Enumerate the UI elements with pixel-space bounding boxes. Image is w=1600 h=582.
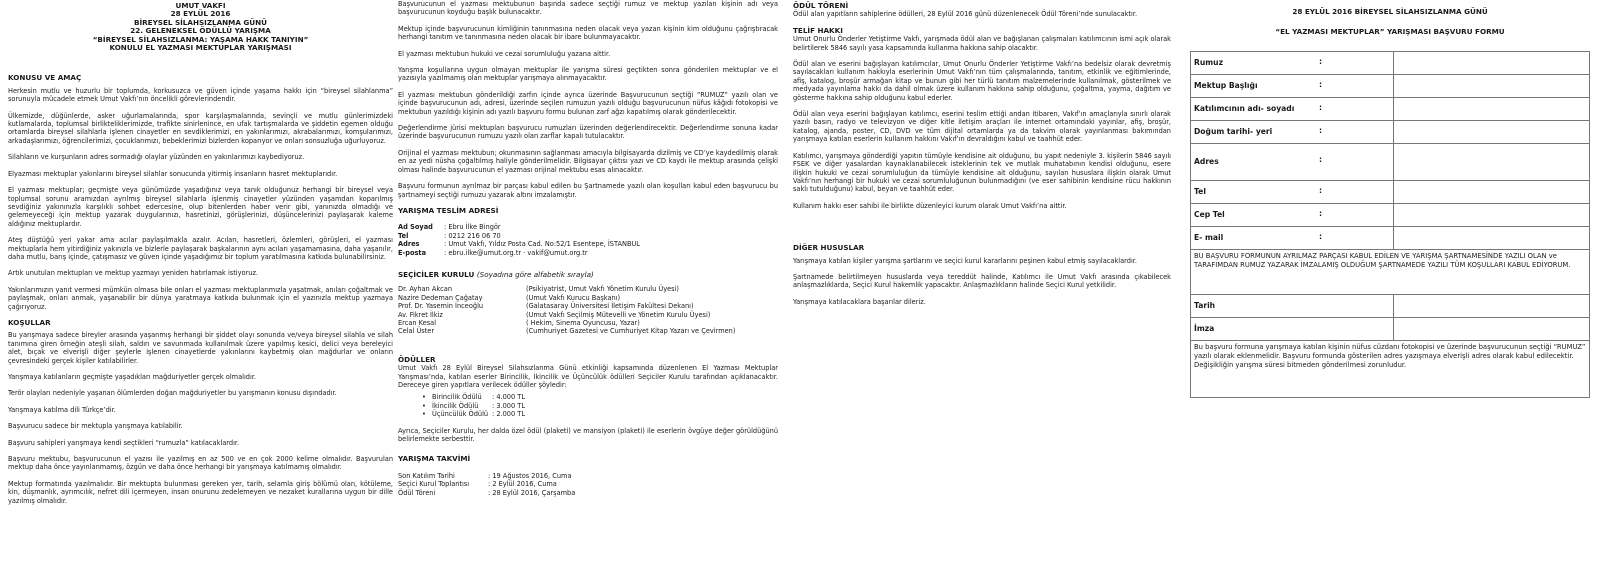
jury-row (398, 327, 778, 335)
section-title-address: YARIŞMA TESLİM ADRESİ (398, 205, 499, 215)
field-label: Rumuz : (1191, 51, 1394, 74)
jury-row (398, 285, 778, 293)
column-rules-2 (398, 0, 778, 582)
prize-label: İkincilik Ödülü (432, 401, 479, 410)
field-label: Cep Tel : (1191, 203, 1394, 226)
address-key: E-posta (398, 248, 427, 257)
rumuz-field[interactable] (1394, 51, 1590, 74)
paragraph: Katılımcı, yarışmaya gönderdiği yapıtın tümüyle kendisine ait olduğunu, bu yapıt nedeniyle 3. kişilerin 5846 sayılı FSEK ve diğer yasalardan kaynaklanabilecek isteklerinin tek ve mutlak muhatabının kendisi olduğunu, esere ilişkin hukuki ve cezai sorumluluğun da tümüyle kendisine ait olduğunu, sayılan hususlara ilişkin olarak Umut Vakfı’nın herhangi bir hukuki ve cezai sorumluluğunun bulunmadığını (ve eser sahibinin kendisine rücu hakkının saklı tutulduğunu) kabul, beyan ve taahhüt eder. (793, 151, 1171, 194)
jury-name: Celal Üster (398, 327, 435, 336)
prize-label: Birincilik Ödülü (432, 393, 482, 402)
section-title-copyright: TELİF HAKKI (793, 25, 843, 35)
prize-value: : 3.000 TL (492, 401, 525, 410)
schedule-value: : 28 Eylül 2016, Çarşamba (488, 488, 576, 497)
jury-role: (Umut Vakfı Seçilmiş Mütevelli ve Yönetim Kurulu Üyesi) (526, 310, 711, 319)
prize-item: • Birincilik Ödülü : 4.000 TL (422, 393, 525, 402)
signature-field[interactable] (1394, 317, 1590, 340)
form-title: 28 EYLÜL 2016 BİREYSEL SİLAHSIZLANMA GÜNÜ (1292, 7, 1488, 16)
address-key: Tel (398, 231, 409, 240)
paragraph: Silahların ve kurşunların adres sormadığı olaylar yüzünden en yakınlarımızı kaybediyoruz. (8, 153, 305, 162)
section-title-other: DİĞER HUSUSLAR (793, 243, 865, 253)
paragraph: Değerlendirme jürisi mektupları başvurucu rumuzları üzerinden değerlendirecektir. Değerlendirme sonuna kadar üzerinde başvurucunun rumuzu yazılı olan zarflar kapalı tutulacaktır. (398, 124, 778, 141)
section-title-purpose: KONUSU VE AMAÇ (8, 73, 82, 83)
header-line: BİREYSEL SİLAHSIZLANMA GÜNÜ (133, 17, 267, 27)
header-line: KONULU EL YAZMASI MEKTUPLAR YARIŞMASI (109, 43, 292, 53)
form-table (1190, 51, 1590, 398)
address-field[interactable] (1394, 143, 1590, 180)
jury-name: Dr. Ayhan Akcan (398, 285, 453, 294)
paragraph: Başvuru formunun ayrılmaz bir parçası kabul edilen bu Şartnamede yazılı olan koşulları kabul eden başvurucu bu şartnameyi seçtiği rumuzu yazarak altını imzalamıştır. (398, 182, 778, 199)
paragraph: Yarışmaya katılacaklara başarılar dileriz. (793, 297, 926, 306)
section-title-jury (398, 271, 778, 279)
address-row (398, 240, 778, 248)
schedule-row (398, 480, 778, 488)
header-line: UMUT VAKFI (175, 1, 226, 10)
address-row (398, 223, 778, 231)
jury-role: (Cumhuriyet Gazetesi ve Cumhuriyet Kitap Yazarı ve Çevirmen) (526, 327, 736, 336)
paragraph: Ödül alan veya eserini bağışlayan katılımcı, eserini teslim ettiği andan itibaren, Vakıf’ın amaçlarıyla sınırlı olarak yazılı basın, radyo ve televizyon ve diğer kitle iletişim araçları ile internet ortamındaki yayınlar, afiş, broşür, katalog, ajanda, poster, CD, DVD ve tüm dijital ortamlarda ya da takvim olarak yayınlanması bakımından yarışmaya katılan eserlerin kullanım hakkını Vakıf’ın devraldığını kabul ve taahhüt eder. (793, 110, 1171, 144)
phone-field[interactable] (1394, 180, 1590, 203)
column-rules-3 (793, 0, 1171, 582)
paragraph: Yarışma koşullarına uygun olmayan mektuplar ile yarışma süresi geçtikten sonra gönderilen mektuplar ve el yazısıyla yazılmamış olan mektuplar yarışmaya alınmayacaktır. (398, 66, 778, 83)
paragraph: Terör olayları nedeniyle yaşanan ölümlerden doğan mağduriyetler bu yarışmanın konusu dışındadır. (8, 389, 337, 398)
paragraph: Orijinal el yazması mektubun; okunmasının sağlanması amacıyla bilgisayarda dizilmiş ve CD’ye kaydedilmiş olarak en az yedi nüsha çoğaltılmış haliyle gönderilmelidir. Bilgisayar çıktısı yazı ve CD kaydı ile mektup arasında çelişki olması halinde başvurucunun el yazması orijinal mektubu esas alınacaktır. (398, 148, 778, 174)
paragraph: Ödül alan yapıtların sahiplerine ödülleri, 28 Eylül 2016 günü düzenlenecek Ödül Töreni’nde sunulacaktır. (793, 10, 1138, 19)
field-label: E- mail : (1191, 226, 1394, 249)
section-title-conditions: KOŞULLAR (8, 317, 51, 327)
jury-name: Prof. Dr. Yasemin İnceoğlu (398, 302, 484, 311)
form-row (1191, 120, 1590, 143)
form-subtitle: “EL YAZMASI MEKTUPLAR” YARIŞMASI BAŞVURU FORMU (1275, 27, 1505, 37)
section-title-ceremony: ÖDÜL TÖRENİ (793, 1, 849, 10)
awards-text: Umut Vakfı 28 Eylül Bireysel Silahsızlanma Günü etkinliği kapsamında düzenlenen El Yazması Mektuplar Yarışması’nda, katılan eserler Birincilik, İkincilik ve Üçüncülük ödülleri Seçiciler Kurulu tarafından açıklanacaktır. Dereceye giren yapıtlara verilecek ödüller şöyledir: (398, 364, 778, 389)
section-title-awards: ÖDÜLLER (398, 354, 436, 364)
address-value: : ebru.ilke@umut.org.tr · vakif@umut.org.tr (444, 248, 588, 257)
form-row (1191, 317, 1590, 340)
date-label: Tarih (1191, 294, 1394, 317)
paragraph: El yazması mektubun gönderildiği zarfın içinde ayrıca üzerinde Başvurucunun seçtiği “RUMUZ” yazılı olan ve içinde başvurucunun adı, adresi, üzerinde seçilen rumuzun yazılı olduğu başvurucunun nüfus kâğıdı fotokopisi ve mektubun yazıldığı kişinin adı yazılı başvuru formu bulunan zarf ağzı kapatılmış olarak gönderilecektir. (398, 90, 778, 116)
jury-row (398, 311, 778, 319)
jury-role: (Galatasaray Üniversitesi İletişim Fakültesi Dekanı) (526, 302, 694, 311)
signature-label: İmza (1191, 317, 1394, 340)
address-key: Adres (398, 240, 420, 249)
jury-note: (Soyadına göre alfabetik sırayla) (476, 269, 594, 279)
address-row (398, 232, 778, 240)
paragraph: Ülkemizde, düğünlerde, asker uğurlamalarında, spor karşılaşmalarında, sevinçli ve mutlu günlerimizdeki kutlamalarda, toplumsal birlikteliklerimizde, trafikte sinirlenince, en ufak tartışmalarda ve şiddetin egemen olduğu ortamlarda bireysel silahlarla işlenen cinayetler en sevdiklerimizi, en yakınlarımızı, akrabalarımızı, komşularımızı, arkadaşlarımızı, öğrencilerimizi, çocuklarımızı, bebeklerimizi bizlerden koparıyor ve onları sonsuzluğa uğurluyoruz. (8, 111, 393, 145)
name-field[interactable] (1394, 97, 1590, 120)
letter-title-field[interactable] (1394, 74, 1590, 97)
paragraph: Bu yarışmaya sadece bireyler arasında yaşanmış herhangi bir şiddet olayı sonunda ve/veya bireysel silahla ve silah tanımına giren örneğin ateşli silah, saldırı ve savunmada kullanılmak üzere yapılmış kesici, delici veya bereleyici alet, bıçak ve elverişli diğer şeylerle işlenen cinayetlerde yakınlarını kaybetmiş olan mağdurlar ve onların çevresindeki gerçek kişiler katılabilirler. (8, 331, 393, 365)
paragraph: Başvurucu sadece bir mektupla yarışmaya katılabilir. (8, 422, 183, 431)
section-title-schedule: YARIŞMA TAKVİMİ (398, 454, 471, 464)
schedule-row (398, 489, 778, 497)
mobile-field[interactable] (1394, 203, 1590, 226)
jury-role: (Psikiyatrist, Umut Vakfı Yönetim Kurulu Üyesi) (526, 285, 680, 294)
prize-item: • Üçüncülük Ödülü : 2.000 TL (422, 410, 525, 419)
jury-title: SEÇİCİLER KURULU (398, 269, 475, 279)
field-label: Tel : (1191, 180, 1394, 203)
jury-row (398, 319, 778, 327)
paragraph: El yazması mektubun hukuki ve cezai sorumluluğu yazana aittir. (398, 49, 611, 58)
address-value: : Umut Vakfı, Yıldız Posta Cad. No:52/1 Esentepe, İSTANBUL (444, 240, 640, 249)
birth-field[interactable] (1394, 120, 1590, 143)
field-label: Adres : (1191, 143, 1394, 180)
declaration-text: BU BAŞVURU FORMUNUN AYRILMAZ PARÇASI KABUL EDİLEN VE YARIŞMA ŞARTNAMESİNDE YAZILI OLAN ve TARAFIMDAN RUMUZ YAZARAK İMZALAMIŞ OLDUĞUM ŞARTNAMEDE YAZILI TÜM KOŞULLARI KABUL EDİYORUM. (1191, 249, 1590, 294)
form-row (1191, 294, 1590, 317)
paragraph: Mektup içinde başvurucunun kimliğinin tanınmasına neden olacak veya yazan kişinin kim olduğunu çağrıştıracak herhangi tanıtım ve tanınmasına neden olacak bir ibare bulunmayacaktır. (398, 24, 778, 42)
jury-name: Ercan Kesal (398, 318, 437, 327)
jury-role: (Umut Vakfı Kurucu Başkanı) (526, 293, 621, 302)
header-line: 28 EYLÜL 2016 (170, 9, 231, 19)
paragraph: Yarışmaya katılma dili Türkçe’dir. (8, 405, 116, 414)
form-row (1191, 226, 1590, 249)
jury-role: ( Hekim, Sinema Oyuncusu, Yazar) (526, 318, 640, 327)
awards-text-extra: Ayrıca, Seçiciler Kurulu, her dalda özel ödül (plaketi) ve mansiyon (plaketi) ile eserlerin övgüye değer görüldüğünü belirlemekte serbesttir. (398, 426, 778, 444)
schedule-value: : 2 Eylül 2016, Cuma (488, 480, 557, 489)
form-row (1191, 74, 1590, 97)
jury-row (398, 294, 778, 302)
field-label: Doğum tarihi- yeri : (1191, 120, 1394, 143)
prize-list (422, 393, 778, 418)
form-row (1191, 249, 1590, 294)
prize-item: • İkincilik Ödülü : 3.000 TL (422, 401, 525, 410)
form-row (1191, 340, 1590, 397)
form-row (1191, 180, 1590, 203)
form-row (1191, 51, 1590, 74)
schedule-value: : 19 Ağustos 2016, Cuma (488, 471, 572, 480)
paragraph: Ödül alan ve eserini bağışlayan katılımcılar, Umut Onurlu Önderler Yetiştirme Vakfı’na bedelsiz olarak devretmiş sayılacakları kullanım hakkıyla eserlerinin Umut Vakfı’nın tüm çalışmalarında, tanıtım, etkinlik ve eğitimlerinde, afiş, katalog, broşür armağan kitap ve bunun gibi her türlü tanıtım malzemelerinde kullanılmak, gösterilmek ve medyada yayınlama hakkı da dahil olmak üzere kullanım hakkına sahip olduğunu, çoğaltma, yayma, dağıtım ve gösterme hakkına sahip olduğunu kabul ederler. (793, 60, 1171, 102)
paragraph: Şartnamede belirtilmeyen hususlarda veya tereddüt halinde, Katılımcı ile Umut Vakfı arasında çıkabilecek anlaşmazlıklarda, Seçici Kurul hakemlik yapacaktır. Anlaşmazlıkların halinde Seçici Kurul yetkilidir. (793, 272, 1171, 290)
jury-list (398, 285, 778, 335)
paragraph: Herkesin mutlu ve huzurlu bir toplumda, korkusuzca ve güven içinde yaşama hakkı için “bireysel silahlanma” sorunuyla mücadele etmek Umut Vakfı’nın öncelikli görevlerindendir. (8, 86, 393, 104)
date-field[interactable] (1394, 294, 1590, 317)
field-label: Katılımcının adı- soyadı : (1191, 97, 1394, 120)
address-value: : 0212 216 06 70 (444, 231, 501, 240)
paragraph: Elyazması mektuplar yakınlarını bireysel silahlar sonucunda yitirmiş insanların hasret mektuplarıdır. (8, 169, 338, 178)
document-header (8, 2, 393, 52)
prize-value: : 2.000 TL (492, 410, 525, 419)
address-block (398, 223, 778, 257)
address-row (398, 249, 778, 257)
header-line: “BİREYSEL SİLAHSIZLANMA: YAŞAMA HAKK TANIYIN” (92, 34, 309, 44)
schedule-key: Seçici Kurul Toplantısı (398, 480, 470, 489)
paragraph: Artık unutulan mektupları ve mektup yazmayı yeniden hatırlamak istiyoruz. (8, 269, 259, 278)
paragraph: Umut Onurlu Önderler Yetiştirme Vakfı, yarışmada ödül alan ve bağışlanan çalışmaları katılımcının ismi açık olarak belirtilerek 5846 sayılı yasa kapsamında kullanma hakkına sahip olacaktır. (793, 35, 1171, 52)
prize-label: Üçüncülük Ödülü (432, 410, 489, 419)
paragraph: Başvuru mektubu, başvurucunun el yazısı ile yazılmış en az 500 ve en çok 2000 kelime olmalıdır. Başvurulan mektup daha önce yayınlanmamış, özgün ve daha önce herhangi bir yarışmaya katılmamış olmalıdır. (8, 455, 393, 472)
form-row (1191, 143, 1590, 180)
form-footer-note: Bu başvuru formuna yarışmaya katılan kişinin nüfus cüzdanı fotokopisi ve üzerinde başvurucunun seçtiği “RUMUZ” yazılı olarak eklenmelidir. Başvuru formunda gösterilen adres yazışmaya elverişli adres olarak kabul edilecektir. Değişikliğin yarışma süresi bitmeden gönderilmesi zorunludur. (1191, 340, 1590, 397)
jury-row (398, 302, 778, 310)
column-rules-1 (8, 0, 393, 582)
jury-name: Nazire Dedeman Çağatay (398, 293, 483, 302)
paragraph: Mektup formatında yazılmalıdır. Bir mektupta bulunması gereken yer, tarih, selamla giriş bölümü olan, kötüleme, kin, düşmanlık, ayrımcılık, nefret dili içermeyen, insan onurunu zedelemeyen ve nezaket kurallarına uygun bir dille yazılmış olmalıdır. (8, 479, 393, 505)
schedule-key: Son Katılım Tarihi (398, 471, 455, 480)
schedule-key: Ödül Töreni (398, 488, 436, 497)
paragraph: Yakınlarımızın yanıt vermesi mümkün olmasa bile onları el yazması mektuplarımızla yaşatmak, anıları çoğaltmak ve paylaşmak, onları anmak, yaşanabilir bir dünya yaratmaya katkıda bulunmak için el yazınızla mektup yazmaya çağırıyoruz. (8, 285, 393, 311)
paragraph: Ateş düştüğü yeri yakar ama acılar paylaşılmakla azalır. Acıları, hasretleri, özlemleri, görüşleri, el yazması mektuplarla hem yitirdiğiniz yakınızla ve bizlerle paylaşarak başkalarının aynı acıları yaşamamasına, daha yaşanılır, daha mutlu, barış içinde, çatışmasız ve güven içinde yaşadığımız bir toplum yaratılmasına katkıda bulunabilirsiniz. (8, 236, 393, 261)
form-row (1191, 203, 1590, 226)
form-row (1191, 97, 1590, 120)
schedule-list (398, 472, 778, 497)
paragraph: Yarışmaya katılanların geçmişte yaşadıkları mağduriyetler gerçek olmalıdır. (8, 373, 257, 381)
application-form (1188, 0, 1592, 582)
jury-name: Av. Fikret İlkiz (398, 310, 443, 319)
address-key: Ad Soyad (398, 223, 433, 232)
paragraph: El yazması mektuplar; geçmişte veya günümüzde yaşadığınız veya tanık olduğunuz herhangi bir bireysel veya toplumsal sorunu aramızdan ayrılmış bireysel silahlarla işlenmiş cinayetler yüzünden yaşamdan koparılmış sevdiğiniz yakınınızla karşılıklı sohbet edercesine, olup bitenlerden haber verir gibi, yanınızda olmadığı ve gelemeyeceği için mektup yazarak duygularınızı, hasretinizi, görüşlerinizi, düşüncelerinizi paylaşarak kaleme aldığınız mektuplardır. (8, 186, 393, 228)
header-line: 22. GELENEKSEL ÖDÜLLÜ YARIŞMA (130, 26, 271, 36)
email-field[interactable] (1394, 226, 1590, 249)
paragraph: Başvurucunun el yazması mektubunun başında sadece seçtiği rumuz ve mektup yazılan kişinin adı veya başvurucunun koyduğu başlık bulunacaktır. (398, 0, 778, 17)
paragraph: Kullanım hakkı eser sahibi ile birlikte düzenleyici kurum olarak Umut Vakfı’na aittir. (793, 201, 1067, 210)
paragraph: Başvuru sahipleri yarışmaya kendi seçtikleri “rumuzla” katılacaklardır. (8, 438, 240, 447)
field-label: Mektup Başlığı : (1191, 74, 1394, 97)
schedule-row (398, 472, 778, 480)
prize-value: : 4.000 TL (492, 393, 525, 402)
paragraph: Yarışmaya katılan kişiler yarışma şartlarını ve seçici kurul kararlarını peşinen kabul etmiş sayılacaklardır. (793, 256, 1137, 265)
address-value: : Ebru İlke Bingör (444, 223, 501, 232)
